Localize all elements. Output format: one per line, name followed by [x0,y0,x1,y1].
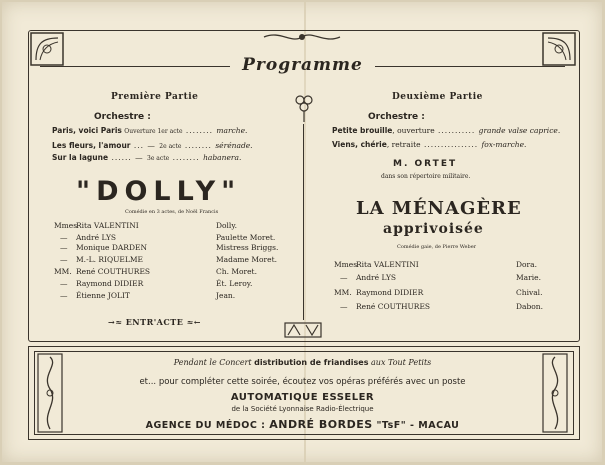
cast-actor: Raymond DIDIER [76,279,144,288]
play-title-dolly: "DOLLY" [76,176,242,207]
cast-role: Dolly. [216,221,237,230]
cast-prefix: MM. [334,288,352,297]
play-title-menagere: LA MÉNAGÈRE [356,198,522,219]
play-subtitle-dolly: Comédie en 3 actes, de Noël Francis [125,209,219,215]
part1-title: Première Partie [111,92,199,102]
part1-orchestre-label: Orchestre : [94,112,151,122]
piece-detail: Ouverture 1er acte [124,128,183,135]
piece-style: habanera. [203,153,242,162]
cast-role: Jean. [216,291,236,300]
cast-actor: Raymond DIDIER [356,288,424,297]
piece-detail: retraite [391,140,421,149]
cast-role: Ét. Leroy. [216,279,253,288]
entracte-text: ENTR'ACTE [125,317,184,327]
footer-line-1 [0,358,605,367]
cast-row [340,273,541,282]
cast-actor: Étienne JOLIT [76,291,130,300]
cast-role: Chival. [516,288,543,297]
title-rule-left [40,66,230,67]
part2-piece-1: Petite brouille, ouverture ........... grande valse caprice. [332,126,561,135]
part2-orchestre-label: Orchestre : [368,112,425,122]
top-center-ornament [262,28,342,46]
piece-style: sérénade. [215,141,253,150]
part2-title: Deuxième Partie [392,92,483,102]
cast-role: Mistress Briggs. [216,243,279,252]
cast-row [334,260,537,269]
cast-row [60,243,278,252]
cast-prefix: — [340,302,348,311]
piece-title: Sur la lagune [52,153,109,162]
piece-style: grande valse caprice. [478,126,561,135]
part1-piece-1: Paris, voici Paris Ouverture 1er acte ........ marche. [52,126,248,135]
piece-detail: 2e acte [159,143,182,150]
cast-row [60,291,235,300]
footer-tsf-macau: "TsF" - MACAU [376,420,460,431]
play-subtitle-menagere: Comédie gaie, de Pierre Weber [397,244,477,250]
cast-prefix: Mmes [54,221,78,230]
footer-line-1-c: aux Tout Petits [371,358,432,367]
play-title-apprivoisee: apprivoisée [383,221,484,237]
cast-row [54,221,237,230]
footer-line-1-b: distribution de friandises [254,358,369,367]
part2-piece-2: Viens, chérie, retraite ................ fox-marche. [332,140,527,149]
piece-style: fox-marche. [481,140,527,149]
part1-piece-2: Les fleurs, l'amour ... — 2e acte ........ sérénade. [52,141,253,150]
cast-actor: M.-L. RIQUELME [76,255,144,264]
cast-actor: Rita VALENTINI [356,260,419,269]
cast-actor: Rita VALENTINI [76,221,139,230]
cast-row [60,279,252,288]
cast-actor: René COUTHURES [76,267,151,276]
title-rule-right [375,66,565,67]
part1-piece-3: Sur la lagune ...... — 3e acte ........ habanera. [52,153,242,162]
footer-line-1-a: Pendant le Concert [173,358,252,367]
cast-row [60,255,277,264]
piece-detail: 3e acte [147,155,170,162]
piece-title: Les fleurs, l'amour [52,141,131,150]
cast-prefix: Mmes [334,260,358,269]
footer-line-3: AUTOMATIQUE ESSELER [230,392,375,403]
performer-name: M. ORTET [393,159,458,169]
cast-prefix: — [60,291,68,300]
cast-prefix: — [340,273,348,282]
cast-role: Dora. [516,260,537,269]
cast-actor: Monique DARDEN [76,243,148,252]
cast-prefix: MM. [54,267,72,276]
footer-line-4: de la Société Lyonnaise Radio-Électrique [231,405,374,413]
footer-line-2: et... pour compléter cette soirée, écoutez vos opéras préférés avec un poste [139,377,466,387]
bottom-center-ornament [284,321,322,339]
programme-title: Programme [242,55,363,75]
piece-detail: ouverture [397,126,435,135]
cast-role: Dabon. [516,302,544,311]
cast-row [60,233,275,242]
piece-title: Paris, voici Paris [52,126,122,135]
cast-role: Paulette Moret. [216,233,276,242]
cast-role: Madame Moret. [216,255,277,264]
cast-prefix: — [60,279,68,288]
cast-row [334,288,542,297]
cast-prefix: — [60,243,68,252]
cast-role: Ch. Moret. [216,267,257,276]
piece-title: Petite brouille [332,126,393,135]
entracte-label: →≈ ENTR'ACTE ≈← [108,317,201,327]
cast-actor: René COUTHURES [356,302,431,311]
footer-agent-name: ANDRÉ BORDES [269,418,373,431]
cast-prefix: — [60,255,68,264]
cast-prefix: — [60,233,68,242]
cast-row [54,267,257,276]
footer-agence-label: AGENCE DU MÉDOC : [145,420,266,431]
performer-subtitle: dans son répertoire militaire. [381,173,471,180]
piece-title: Viens, chérie [332,140,387,149]
cast-actor: André LYS [356,273,397,282]
cast-role: Marie. [516,273,541,282]
cast-actor: André LYS [76,233,117,242]
center-divider-line [303,124,304,320]
center-divider-ornament [294,92,314,122]
cast-row [340,302,543,311]
footer-line-5 [0,418,605,431]
piece-style: marche. [216,126,248,135]
